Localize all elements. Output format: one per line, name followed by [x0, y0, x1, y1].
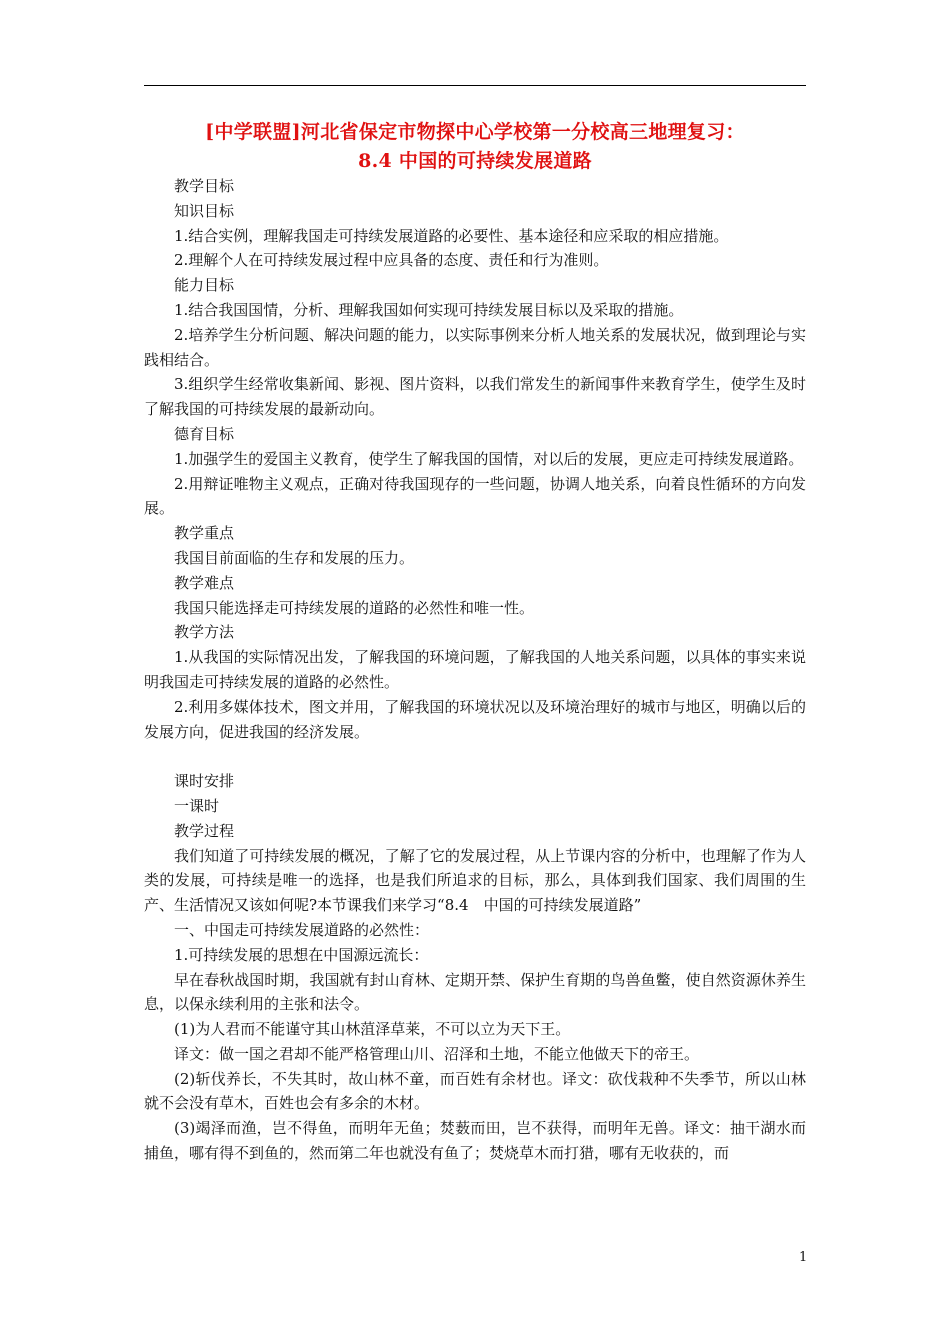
paragraph: 3.组织学生经常收集新闻、影视、图片资料，以我们常发生的新闻事件来教育学生，使学生及时了解我国的可持续发展的最新动向。: [144, 375, 806, 419]
paragraph: 1.加强学生的爱国主义教育，使学生了解我国的国情，对以后的发展，更应走可持续发展道路。: [174, 449, 804, 468]
paragraph: 2.培养学生分析问题、解决问题的能力，以实际事例来分析人地关系的发展状况，做到理论与实践相结合。: [144, 325, 806, 369]
paragraph: 课时安排: [174, 772, 235, 791]
paragraph: (3)竭泽而渔，岂不得鱼，而明年无鱼；焚薮而田，岂不获得，而明年无兽。译文：抽干湖水而捕鱼，哪有得不到鱼的，然而第二年也就没有鱼了；焚烧草木而打猎，哪有无收获的，而: [144, 1119, 806, 1163]
title-line-1: [中学联盟]河北省保定市物探中心学校第一分校高三地理复习：: [205, 121, 745, 143]
paragraph: 知识目标: [174, 201, 235, 220]
paragraph: 能力目标: [174, 276, 235, 295]
paragraph: 我国目前面临的生存和发展的压力。: [174, 548, 415, 567]
paragraph: 教学目标: [174, 177, 235, 195]
paragraph: 1.结合我国国情，分析、理解我国如何实现可持续发展目标以及采取的措施。: [174, 300, 684, 319]
header-rule: [144, 85, 806, 86]
title-line-2: 8.4 中国的可持续发展道路: [358, 150, 592, 172]
paragraph: 1.结合实例，理解我国走可持续发展道路的必要性、基本途径和应采取的相应措施。: [174, 226, 729, 245]
paragraph: 我们知道了可持续发展的概况，了解了它的发展过程，从上节课内容的分析中，也理解了作为人类的发展，可持续是唯一的选择，也是我们所追求的目标，那么，具体到我们国家、我们周围的生产、生活情况又该如何呢?本节课我们来学习“8.4 中国的可持续发展道路”: [144, 846, 806, 915]
paragraph: 1.从我国的实际情况出发，了解我国的环境问题，了解我国的人地关系问题，以具体的事实来说明我国走可持续发展的道路的必然性。: [144, 648, 806, 691]
paragraph: 教学难点: [174, 573, 235, 592]
paragraph: 教学过程: [174, 821, 235, 840]
paragraph: 教学方法: [174, 623, 235, 642]
paragraph: 教学重点: [174, 524, 235, 543]
document-title: [144, 118, 806, 176]
paragraph: 一课时: [174, 796, 220, 815]
paragraph: (2)斩伐养长，不失其时，故山林不童，而百姓有余材也。译文：砍伐栽种不失季节，所以山林就不会没有草木，百姓也会有多余的木材。: [144, 1069, 806, 1113]
paragraph: 2.用辩证唯物主义观点，正确对待我国现存的一些问题，协调人地关系，向着良性循环的方向发展。: [144, 474, 806, 518]
page-number: 1: [799, 1250, 808, 1265]
paragraph: 2.利用多媒体技术，图文并用，了解我国的环境状况以及环境治理好的城市与地区，明确以后的发展方向，促进我国的经济发展。: [144, 697, 806, 741]
paragraph: 我国只能选择走可持续发展的道路的必然性和唯一性。: [174, 598, 535, 617]
paragraph: 德育目标: [174, 424, 235, 443]
paragraph: 译文：做一国之君却不能严格管理山川、沼泽和土地，不能立他做天下的帝王。: [174, 1044, 700, 1063]
paragraph: 一、中国走可持续发展道路的必然性：: [174, 920, 430, 939]
paragraph: (1)为人君而不能谨守其山林菹泽草莱，不可以立为天下王。: [174, 1020, 571, 1039]
paragraph: 2.理解个人在可持续发展过程中应具备的态度、责任和行为准则。: [174, 251, 609, 270]
document-body: [144, 174, 806, 1166]
paragraph: 早在春秋战国时期，我国就有封山育林、定期开禁、保护生育期的鸟兽鱼鳖，使自然资源休养生息，以保永续利用的主张和法令。: [144, 970, 806, 1014]
paragraph: 1.可持续发展的思想在中国源远流长：: [174, 945, 429, 964]
